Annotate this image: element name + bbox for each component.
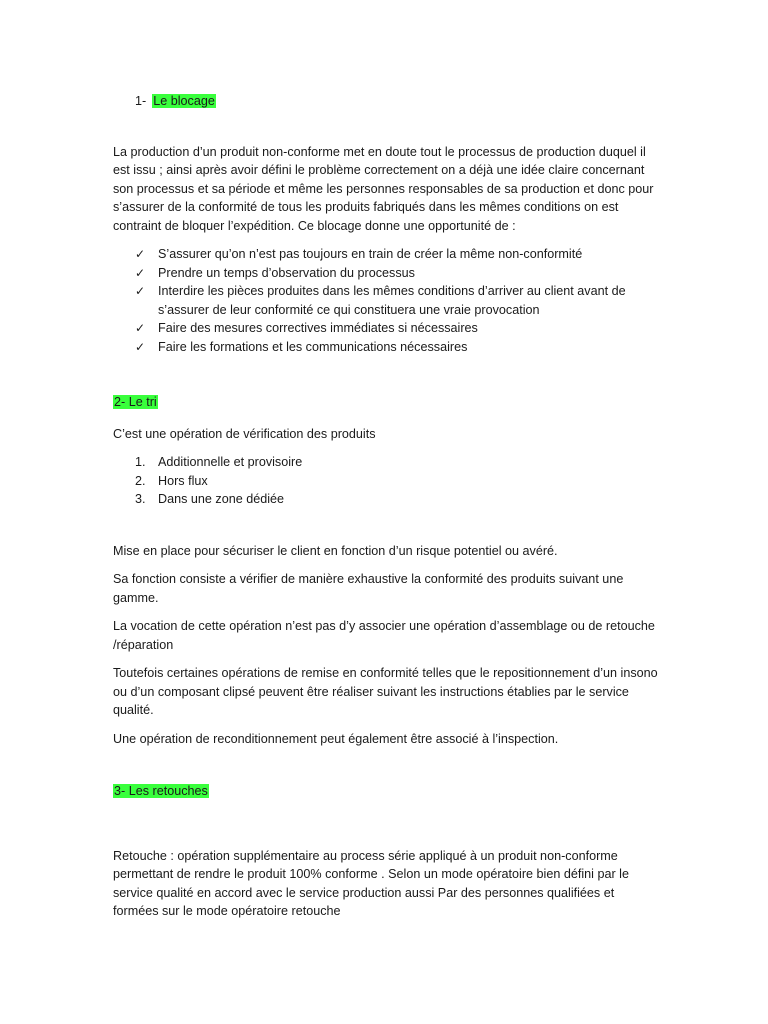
section-2-heading xyxy=(113,393,658,412)
section-2-numbered-list xyxy=(113,453,658,509)
section-2-paragraph: La vocation de cette opération n’est pas d’y associer une opération d’assemblage ou de retouche /réparation xyxy=(113,619,655,652)
section-3-heading xyxy=(113,782,658,801)
section-1-heading xyxy=(113,92,658,111)
check-mark-icon: ✓ xyxy=(135,339,146,354)
section-1-number: 1- xyxy=(135,94,147,108)
check-mark-icon: ✓ xyxy=(135,247,146,261)
numbered-item: 2. Hors flux xyxy=(135,473,208,488)
section-2-paragraph: Mise en place pour sécuriser le client en fonction d’un risque potentiel ou avéré. xyxy=(113,543,558,558)
section-2-title: 2- Le tri xyxy=(114,395,157,409)
section-3-paragraph: Retouche : opération supplémentaire au process série appliqué à un produit non-conforme permettant de rendre le produit 100% conforme . Selon un mode opératoire bien défini par le service qualité en accord avec le service production aussi Par des personnes qualifiées et formées sur le mode opératoire retouche xyxy=(113,848,629,918)
checklist-item: ✓ Faire les formations et les communications nécessaires xyxy=(113,338,658,357)
check-mark-icon: ✓ xyxy=(135,321,146,335)
numbered-item: 1. Additionnelle et provisoire xyxy=(135,455,303,469)
section-2-paragraph: Une opération de reconditionnement peut également être associé à l’inspection. xyxy=(113,731,559,746)
section-3-title: 3- Les retouches xyxy=(114,784,208,798)
section-1-checklist xyxy=(113,245,658,356)
checklist-item: ✓ Faire des mesures correctives immédiates si nécessaires xyxy=(113,319,658,338)
section-2-paragraph: Toutefois certaines opérations de remise en conformité telles que le repositionnement d’un insono ou d’un composant clipsé peuvent être réaliser suivant les instructions établies par le service qualité. xyxy=(113,666,658,717)
check-mark-icon: ✓ xyxy=(135,284,146,298)
checklist-item: ✓ Prendre un temps d’observation du processus xyxy=(113,264,658,283)
numbered-item: 3. Dans une zone dédiée xyxy=(135,492,285,506)
check-mark-icon: ✓ xyxy=(135,265,146,280)
section-1-paragraph: La production d’un produit non-conforme met en doute tout le processus de production duquel il est issu ; ainsi après avoir défini le problème correctement on a déjà une idée claire concernant son processus et sa période et même les personnes responsables de sa production et donc pour s’assurer de la conformité de tous les produits fabriqués dans les mêmes conditions on est contraint de bloquer l’expédition. Ce blocage donne une opportunité de : xyxy=(113,144,654,233)
checklist-item: ✓ S’assurer qu’on n’est pas toujours en train de créer la même non-conformité xyxy=(113,245,658,264)
section-2-paragraph: Sa fonction consiste a vérifier de manière exhaustive la conformité des produits suivant une gamme. xyxy=(113,572,624,605)
checklist-item: ✓ Interdire les pièces produites dans les mêmes conditions d’arriver au client avant de s’assurer de leur conformité ce qui constituera une vraie provocation xyxy=(135,284,626,317)
section-1-title: Le blocage xyxy=(153,94,215,108)
document-content xyxy=(113,92,658,931)
section-2-intro: C’est une opération de vérification des produits xyxy=(113,426,376,441)
